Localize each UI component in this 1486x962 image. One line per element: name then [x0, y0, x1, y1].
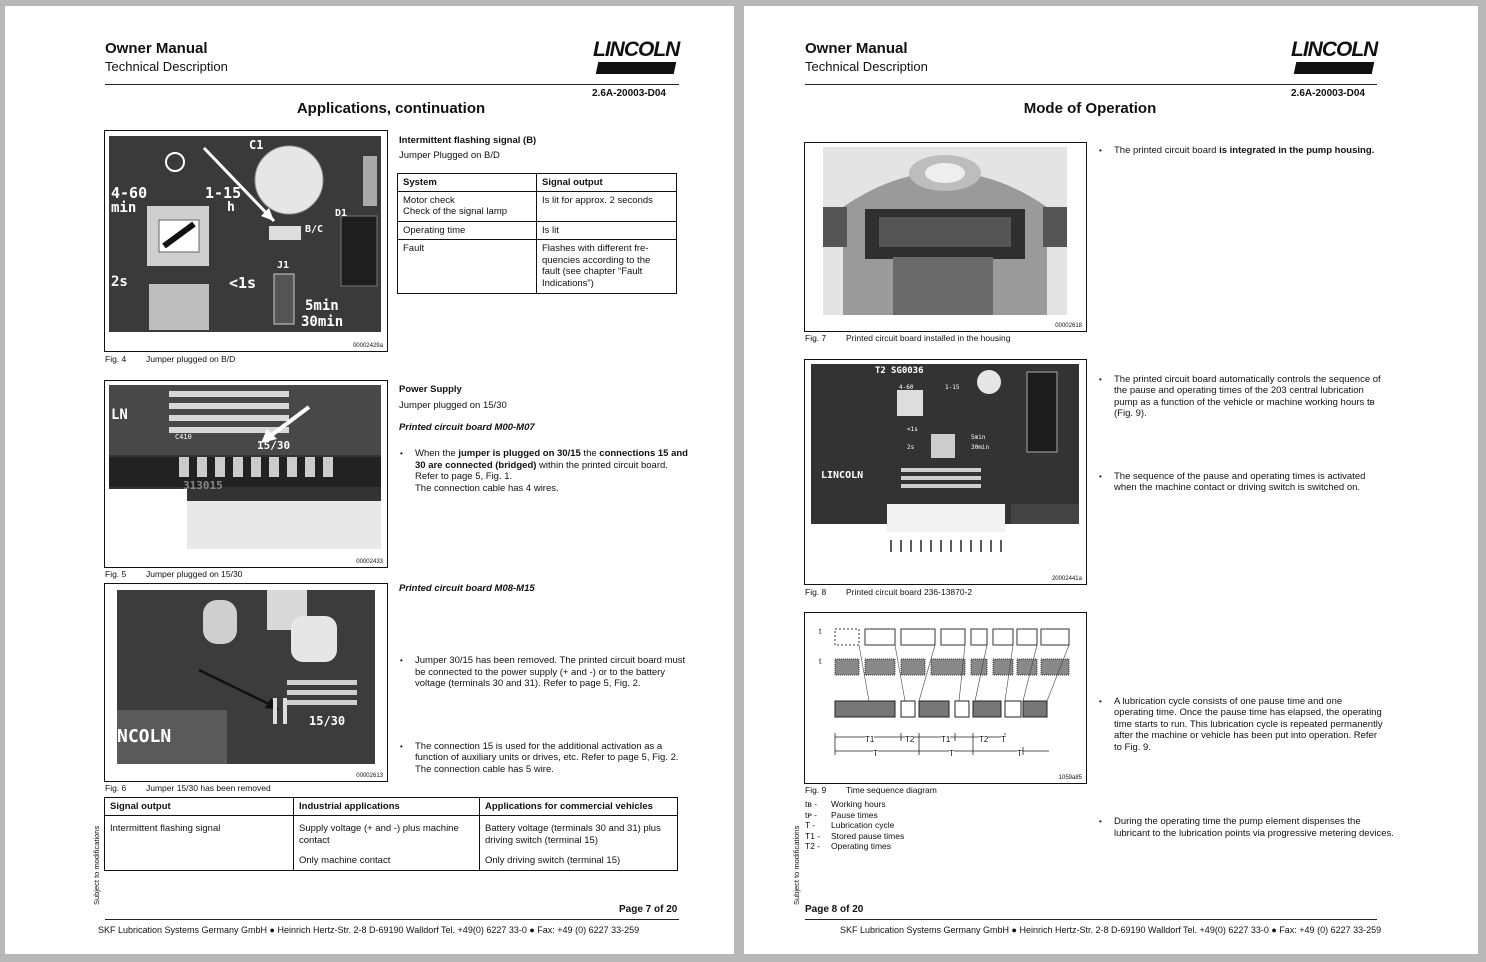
- figure-number: Fig. 7: [805, 333, 827, 343]
- lincoln-logo: [593, 38, 679, 74]
- applications-table: [104, 797, 678, 871]
- caption-text: Jumper plugged on 15/30: [146, 569, 243, 579]
- pump-housing-image: [823, 147, 1067, 315]
- footer-rule: [105, 919, 679, 920]
- figure-5: [104, 380, 388, 568]
- legend-row: [805, 831, 904, 842]
- dim-label: T: [873, 749, 878, 758]
- board-label: 1-15: [945, 384, 960, 391]
- legend-key: T2 -: [805, 841, 821, 851]
- fig9-bullet-2: • During the operating time the pump element dispenses the lubricant to the lubrication points via progressive metering devices.: [1098, 816, 1394, 839]
- legend-row: [805, 799, 904, 810]
- fig9-bullet-1: • A lubrication cycle consists of one pause time and one operating time. Once the pause time has elapsed, the operating time starts to run. This lubrication cycle is repeated permanently after the machine or vehicle has been put into operation. Refer to Fig. 9.: [1098, 696, 1384, 754]
- legend-value: Lubrication cycle: [831, 820, 895, 830]
- figure-7-caption: [805, 333, 1010, 343]
- logo-bar: [1294, 62, 1375, 74]
- table-header: Applications for commercial vehicles: [480, 798, 678, 816]
- text-run-bold: is integrated in the pump housing.: [1219, 145, 1375, 156]
- board-label: 15/30: [309, 714, 346, 728]
- board-label: 4-60: [899, 384, 914, 391]
- caption-text: Printed circuit board installed in the housing: [846, 333, 1011, 343]
- time-sequence-diagram: [809, 619, 1081, 769]
- board-label: h: [227, 200, 235, 215]
- fig8-bullet-2: • The sequence of the pause and operating times is activated when the machine contact or driving switch is switched on.: [1098, 471, 1382, 494]
- board-label: <1s: [229, 274, 257, 292]
- page-number: Page 8 of 20: [805, 904, 864, 915]
- table-cell: Is lit for approx. 2 seconds: [537, 192, 677, 222]
- cell-line: Battery voltage (terminals 30 and 31) plus driving switch (terminal 15): [485, 823, 661, 846]
- text-run-bold: jumper is plugged on 30/15: [458, 448, 581, 459]
- text-run: The connection 15 is used for the additional activation as a function of auxiliary units or drives, etc. Refer to page 5, Fig. 2.: [415, 740, 679, 763]
- caption-text: Printed circuit board 236-13870-2: [846, 587, 973, 597]
- figure-code: 00002618: [1055, 323, 1082, 329]
- board-label: 5min: [971, 434, 986, 441]
- dim-label: T: [1017, 749, 1022, 758]
- board-label: 5min: [305, 298, 339, 314]
- cell-line: Only driving switch (terminal 15): [485, 855, 621, 866]
- table-cell: Flashes with different fre- quencies according to the fault (see chapter “Fault Indications”): [537, 240, 677, 294]
- fig5-photo: [109, 385, 381, 549]
- figure-code: 00002429a: [352, 343, 383, 349]
- board-label: LN: [111, 407, 128, 423]
- figure-9-caption: [805, 785, 937, 795]
- figure-code: 20002441a: [1051, 576, 1082, 582]
- lincoln-logo: [1291, 38, 1377, 74]
- figure-4: [104, 130, 388, 352]
- legend-row: [805, 841, 904, 852]
- table-cell: Fault: [398, 240, 537, 294]
- board-label: 1-15: [205, 184, 242, 202]
- text-run: The printed circuit board: [1114, 145, 1220, 156]
- board-label: J1: [277, 260, 290, 271]
- text-run: When the: [415, 448, 459, 459]
- caption-text: Jumper 15/30 has been removed: [146, 783, 271, 793]
- board-label: 4-60: [111, 184, 148, 202]
- text-run: The connection cable has 5 wire.: [415, 763, 554, 775]
- dim-label: T2: [905, 735, 915, 744]
- board-label: 30min: [971, 444, 990, 451]
- legend-key: T1 -: [805, 830, 821, 841]
- board-label: C410: [175, 433, 192, 441]
- footer-rule: [805, 919, 1377, 920]
- figure-6-caption: [105, 783, 271, 793]
- board-label: C1: [249, 138, 264, 152]
- dim-label: T: [949, 749, 954, 758]
- figure-number: Fig. 5: [105, 569, 127, 579]
- dim-label: T1: [865, 735, 875, 744]
- legend-key: tʙ -: [805, 799, 818, 809]
- board-label: 15/30: [257, 439, 291, 452]
- board-label: 30min: [301, 314, 344, 330]
- table-header: Industrial applications: [294, 798, 480, 816]
- table-header: System: [398, 174, 537, 192]
- text-run: The connection cable has 4 wires.: [415, 482, 559, 494]
- legend-key: tᴘ -: [805, 809, 817, 820]
- page-8: [744, 6, 1478, 954]
- dim-label: T1: [941, 735, 951, 744]
- table-cell: [294, 816, 480, 871]
- board-m08-heading: Printed circuit board M08-M15: [399, 583, 535, 594]
- footer-address: SKF Lubrication Systems Germany GmbH ● Heinrich Hertz-Str. 2-8 D-69190 Walldorf Tel. +49(0) 6227 33-0 ● Fax: +49 (0) 6227 33-259: [98, 925, 640, 935]
- table-cell: Operating time: [398, 222, 537, 240]
- circuit-board-image: [109, 136, 381, 332]
- fig9-legend: [805, 799, 904, 852]
- legend-key: T -: [805, 820, 816, 830]
- board-label: LINCOLN: [821, 470, 864, 481]
- page-title: Applications, continuation: [296, 100, 486, 117]
- figure-9: [804, 612, 1087, 784]
- board-label: 038912: [111, 491, 151, 504]
- side-note: Subject to modifications: [792, 825, 801, 905]
- fig6-photo: [117, 590, 375, 764]
- cell-line: Supply voltage (+ and -) plus machine contact: [299, 823, 459, 846]
- dim-label: T2: [979, 735, 989, 744]
- axis-label-pause: t: [819, 657, 822, 666]
- text-run: within the printed circuit board. Refer to page 5, Fig. 1.: [415, 459, 668, 482]
- board-m00-heading: Printed circuit board M00-M07: [399, 422, 535, 433]
- table-cell: Intermittent flashing signal: [105, 816, 294, 871]
- text-run: the: [580, 448, 600, 459]
- figure-number: Fig. 4: [105, 354, 127, 364]
- legend-row: [805, 810, 904, 821]
- page-number: Page 7 of 20: [619, 904, 678, 915]
- page-7: [5, 6, 734, 954]
- legend-value: Pause times: [831, 809, 878, 820]
- table-header: Signal output: [537, 174, 677, 192]
- legend-row: [805, 820, 904, 831]
- logo-text: LINCOLN: [1291, 38, 1378, 61]
- board-label: T2: [875, 366, 886, 376]
- dim-label: T: [1001, 735, 1006, 744]
- board-label: B/C: [305, 224, 324, 235]
- board-label: SG0036: [891, 366, 924, 376]
- header-rule: [105, 84, 679, 85]
- figure-8: [804, 359, 1087, 585]
- table-header: Signal output: [105, 798, 294, 816]
- figure-code: 00002613: [356, 773, 383, 779]
- manual-title: Owner Manual: [805, 40, 908, 57]
- intermittent-heading: Intermittent flashing signal (B): [399, 135, 537, 146]
- board-label: 313015: [183, 479, 223, 492]
- board-label: 2s: [111, 274, 128, 290]
- table-cell: Is lit: [537, 222, 677, 240]
- header-rule: [805, 84, 1377, 85]
- legend-value: Working hours: [831, 799, 886, 809]
- figure-code: 1059a85: [1058, 775, 1082, 781]
- axis-label-working: t: [819, 627, 822, 636]
- fig7-photo: [823, 147, 1067, 315]
- intermittent-sub: Jumper Plugged on B/D: [399, 150, 500, 161]
- page-title: Mode of Operation: [1023, 100, 1157, 117]
- figure-number: Fig. 9: [805, 785, 827, 795]
- board-label: <1s: [907, 426, 918, 433]
- figure-number: Fig. 8: [805, 587, 827, 597]
- board-label: D1: [335, 208, 348, 219]
- table-cell: Motor check Check of the signal lamp: [398, 192, 537, 222]
- fig8-photo: [811, 364, 1079, 566]
- fig8-bullet-1: • The printed circuit board automatically controls the sequence of the pause and operating times of the 203 central lubrication pump as a function of the vehicle or machine working hours tʙ (Fig. 9).: [1098, 374, 1382, 420]
- figure-4-caption: [105, 354, 235, 364]
- doc-number: 2.6A-20003-D04: [592, 88, 666, 99]
- figure-number: Fig. 6: [105, 783, 127, 793]
- circuit-board-image: [109, 385, 381, 549]
- table-cell: [480, 816, 678, 871]
- board-label: 2s: [907, 444, 915, 451]
- figure-7: [804, 142, 1087, 332]
- side-note: Subject to modifications: [92, 825, 101, 905]
- circuit-board-image: [811, 364, 1079, 566]
- figure-6: [104, 583, 388, 782]
- logo-text: LINCOLN: [593, 38, 680, 61]
- power-bullet-3: [399, 741, 695, 776]
- caption-text: Jumper plugged on B/D: [146, 354, 236, 364]
- figure-code: 00002433: [356, 559, 383, 565]
- manual-title: Owner Manual: [105, 40, 208, 57]
- power-heading: Power Supply: [399, 384, 462, 395]
- power-bullet-1: [399, 448, 691, 494]
- board-label: NCOLN: [117, 726, 172, 747]
- fig4-photo: [109, 136, 381, 332]
- text-run-bold: connections 15 and 30 are connected (bridged): [415, 448, 688, 471]
- power-bullet-2: • Jumper 30/15 has been removed. The printed circuit board must be connected to the power supply (+ and -) or to the battery voltage (terminals 30 and 31). Refer to page 5, Fig. 2.: [399, 655, 695, 690]
- legend-value: Stored pause times: [831, 830, 905, 841]
- signal-table: [397, 173, 677, 294]
- caption-text: Time sequence diagram: [846, 785, 937, 795]
- doc-number: 2.6A-20003-D04: [1291, 88, 1365, 99]
- footer-address: SKF Lubrication Systems Germany GmbH ● Heinrich Hertz-Str. 2-8 D-69190 Walldorf Tel. +49(0) 6227 33-0 ● Fax: +49 (0) 6227 33-259: [840, 925, 1382, 935]
- power-sub: Jumper plugged on 15/30: [399, 400, 507, 411]
- figure-5-caption: [105, 569, 242, 579]
- manual-subtitle: Technical Description: [105, 59, 228, 74]
- board-label: min: [111, 200, 137, 216]
- manual-subtitle: Technical Description: [805, 59, 928, 74]
- integrated-bullet: [1098, 145, 1384, 157]
- figure-8-caption: [805, 587, 972, 597]
- logo-bar: [596, 62, 677, 74]
- legend-value: Operating times: [831, 841, 891, 851]
- cell-line: Only machine contact: [299, 855, 391, 866]
